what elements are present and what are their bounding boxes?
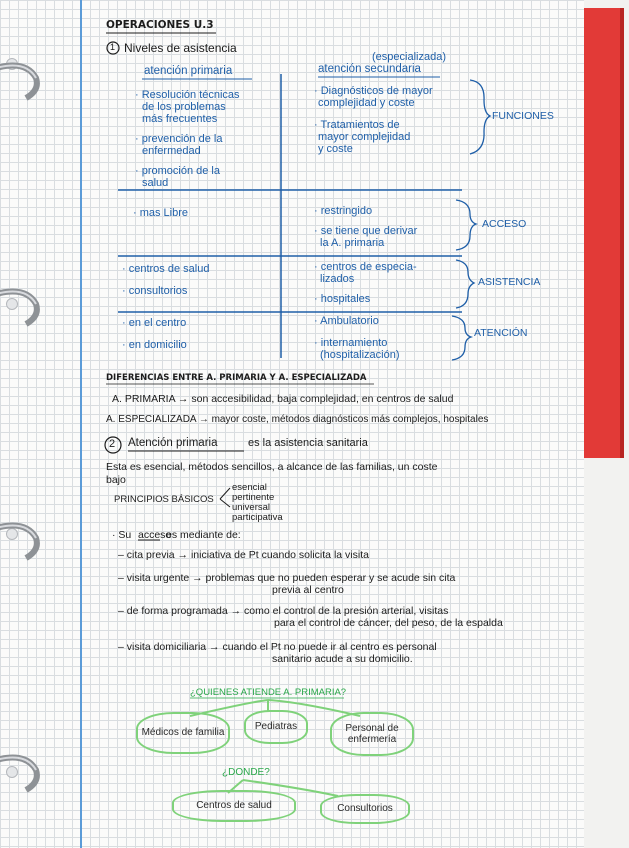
cell-text: enfermedad — [142, 145, 201, 157]
list-item: para el control de cáncer, del peso, de la espalda — [274, 617, 503, 629]
cell-text: · promoción de la — [135, 165, 220, 177]
cell-text: · restringido — [314, 205, 373, 217]
cell-text: · hospitales — [314, 293, 371, 305]
acceso-intro-rest: es mediante de: — [166, 529, 241, 541]
binder-ring-icon — [0, 520, 48, 564]
cell-text: · mas Libre — [133, 207, 189, 219]
cell-text: lizados — [320, 273, 355, 285]
list-item: – visita domiciliaria → cuando el Pt no puede ir al centro es personal — [118, 641, 437, 653]
binder-ring-icon — [0, 752, 48, 796]
row-label-funciones: FUNCIONES — [492, 110, 554, 122]
mindmap-node: Personal de enfermería — [330, 712, 414, 756]
list-item: universal — [232, 502, 271, 513]
cell-text: · centros de salud — [122, 263, 210, 275]
cell-text: · Ambulatorio — [314, 315, 379, 327]
section-heading-rest: es la asistencia sanitaria — [248, 437, 368, 449]
cell-text: · consultorios — [122, 285, 188, 297]
list-item: sanitario acude a su domicilio. — [272, 653, 413, 665]
binder-ring-icon — [0, 60, 48, 104]
diferencias-heading: DIFERENCIAS ENTRE A. PRIMARIA Y A. ESPECIALIZADA — [106, 373, 367, 383]
cell-text: y coste — [318, 143, 353, 155]
col-left-title: atención primaria — [144, 65, 233, 77]
cell-text: mayor complejidad — [318, 131, 411, 143]
cell-text: · se tiene que derivar — [314, 225, 418, 237]
section-number: 1 — [110, 42, 116, 52]
mindmap-node: Consultorios — [320, 794, 410, 824]
binder-ring-icon — [0, 286, 48, 330]
cell-text: de los problemas — [142, 101, 226, 113]
list-item: – visita urgente → problemas que no pueden esperar y se acude sin cita — [118, 572, 456, 584]
cell-text: · en domicilio — [122, 339, 187, 351]
cell-text: salud — [142, 177, 169, 189]
col-right-subtitle: (especializada) — [372, 51, 446, 63]
mindmap-node: Médicos de familia — [136, 712, 230, 754]
col-right-title: atención secundaria — [318, 63, 421, 75]
definition-text: bajo — [106, 474, 126, 486]
list-item: pertinente — [232, 492, 275, 503]
list-item: – de forma programada → como el control de la presión arterial, visitas — [118, 605, 449, 617]
definition-text: Esta es esencial, métodos sencillos, a alcance de las familias, un coste — [106, 461, 438, 473]
mindmap-node: Centros de salud — [172, 790, 296, 822]
cell-text: · en el centro — [122, 317, 187, 329]
cell-text: · Tratamientos de — [314, 119, 400, 131]
list-item: – cita previa → iniciativa de Pt cuando solicita la visita — [118, 549, 369, 561]
acceso-intro: · Su — [112, 529, 132, 541]
margin-line — [80, 0, 82, 848]
cell-text: la A. primaria — [320, 237, 385, 249]
acceso-intro-keyword: acceso — [138, 529, 172, 541]
list-item: participativa — [232, 512, 283, 523]
cell-text: · Resolución técnicas — [135, 89, 240, 101]
quienes-question: ¿QUIENES ATIENDE A. PRIMARIA? — [190, 687, 347, 698]
red-tab-edge — [620, 8, 624, 458]
cell-text: · internamiento — [314, 337, 388, 349]
cell-text: · Diagnósticos de mayor — [314, 85, 433, 97]
red-divider-tab — [584, 0, 629, 848]
page-title: OPERACIONES U.3 — [106, 19, 214, 31]
principios-label: PRINCIPIOS BÁSICOS — [114, 494, 214, 505]
section-heading: Atención primaria — [128, 437, 218, 449]
diferencias-line: A. PRIMARIA → son accesibilidad, baja complejidad, en centros de salud — [112, 393, 454, 405]
row-label-acceso: ACCESO — [482, 218, 527, 230]
list-item: previa al centro — [272, 584, 344, 596]
row-label-asistencia: ASISTENCIA — [478, 276, 541, 288]
row-label-atencion: ATENCIÓN — [474, 327, 528, 339]
list-item: esencial — [232, 482, 267, 493]
section-number: 2 — [109, 438, 116, 450]
cell-text: · prevención de la — [135, 133, 223, 145]
cell-text: (hospitalización) — [320, 349, 400, 361]
red-tab-face — [584, 8, 620, 458]
mindmap-node: Pediatras — [244, 710, 308, 744]
cell-text: más frecuentes — [142, 113, 218, 125]
cell-text: complejidad y coste — [318, 97, 415, 109]
section-heading: Niveles de asistencia — [124, 41, 237, 55]
diferencias-line: A. ESPECIALIZADA → mayor coste, métodos diagnósticos más complejos, hospitales — [106, 414, 489, 425]
donde-question: ¿DONDE? — [222, 767, 270, 778]
cell-text: · centros de especia- — [314, 261, 417, 273]
